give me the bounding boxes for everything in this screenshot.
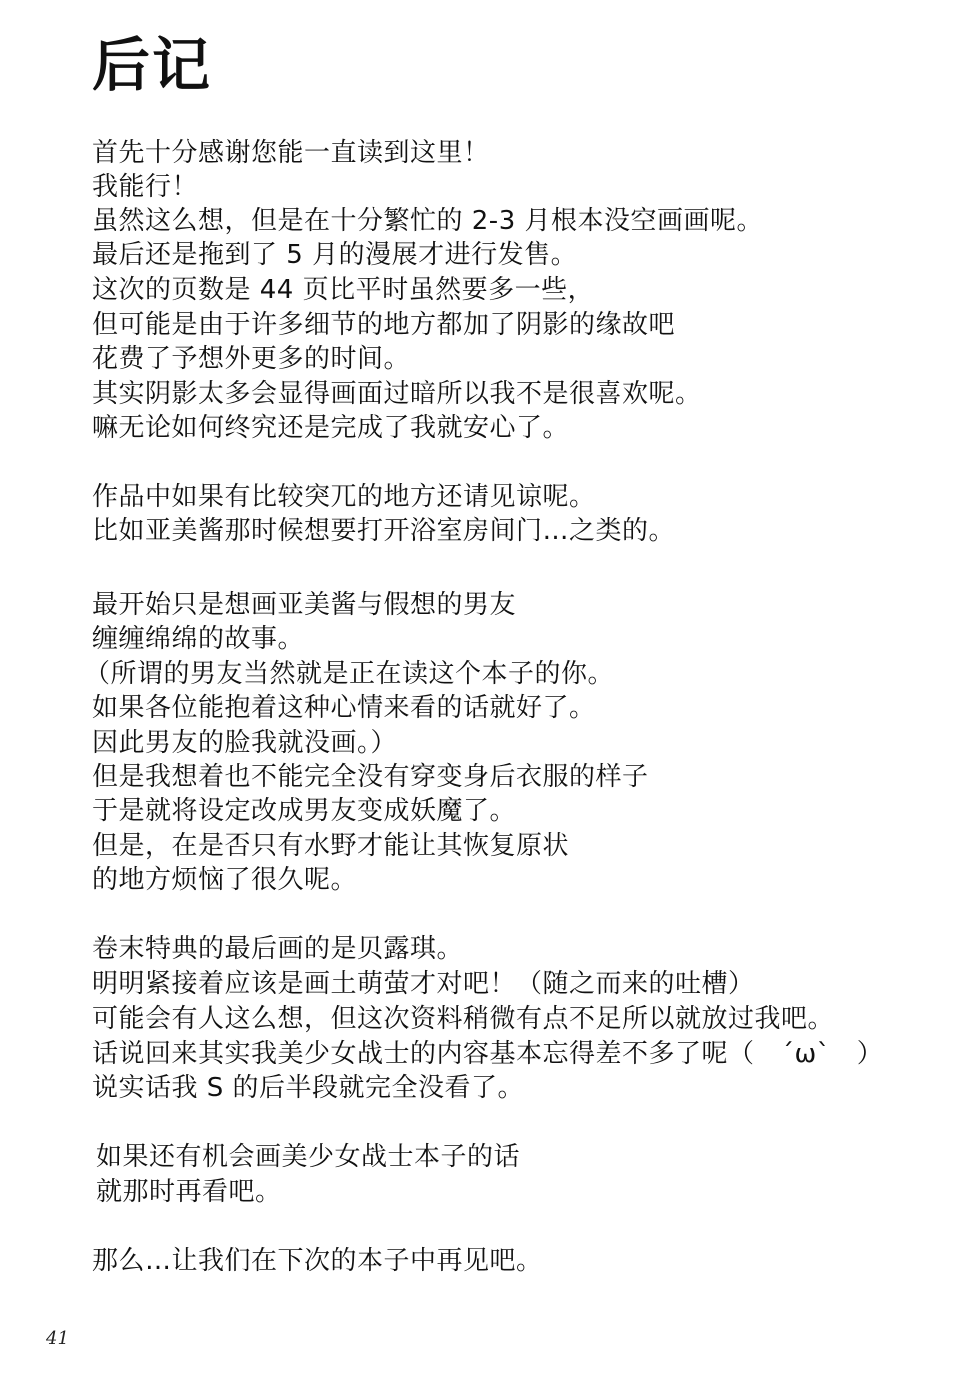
text-line: 比如亚美酱那时候想要打开浴室房间门…之类的。 xyxy=(92,516,676,546)
text-line: 但是我想着也不能完全没有穿变身后衣服的样子 xyxy=(92,762,649,792)
text-line: 明明紧接着应该是画土萌萤才对吧！（随之而来的吐槽） xyxy=(92,969,755,999)
text-line: 于是就将设定改成男友变成妖魔了。 xyxy=(92,796,517,826)
text-line: 说实话我 S 的后半段就完全没看了。 xyxy=(92,1073,525,1103)
text-line: 就那时再看吧。 xyxy=(96,1177,282,1207)
text-line: 最开始只是想画亚美酱与假想的男友 xyxy=(92,590,517,620)
text-line: 缠缠绵绵的故事。 xyxy=(92,624,305,654)
text-line: 卷末特典的最后画的是贝露琪。 xyxy=(92,934,464,964)
text-line: 但是，在是否只有水野才能让其恢复原状 xyxy=(92,831,570,861)
text-line: 那么…让我们在下次的本子中再见吧。 xyxy=(92,1246,543,1276)
text-line: 花费了予想外更多的时间。 xyxy=(92,344,411,374)
text-line: （所谓的男友当然就是正在读这个本子的你。 xyxy=(84,659,615,689)
text-line: 话说回来其实我美少女战士的内容基本忘得差不多了呢（ ´ω` ） xyxy=(92,1039,884,1069)
text-line: 首先十分感谢您能一直读到这里！ xyxy=(92,138,490,168)
text-line: 的地方烦恼了很久呢。 xyxy=(92,865,358,895)
text-line: 因此男友的脸我就没画。） xyxy=(92,728,398,758)
text-line: 最后还是拖到了 5 月的漫展才进行发售。 xyxy=(92,240,578,270)
text-line: 这次的页数是 44 页比平时虽然要多一些， xyxy=(92,275,595,305)
text-line: 嘛无论如何终究还是完成了我就安心了。 xyxy=(92,413,570,443)
text-line: 其实阴影太多会显得画面过暗所以我不是很喜欢呢。 xyxy=(92,379,702,409)
text-line: 如果各位能抱着这种心情来看的话就好了。 xyxy=(92,693,596,723)
text-line: 可能会有人这么想，但这次资料稍微有点不足所以就放过我吧。 xyxy=(92,1004,835,1034)
text-line: 虽然这么想，但是在十分繁忙的 2-3 月根本没空画画呢。 xyxy=(92,206,763,236)
page-title: 后记 xyxy=(92,31,213,99)
text-line: 如果还有机会画美少女战士本子的话 xyxy=(96,1142,521,1172)
text-line: 我能行！ xyxy=(92,172,199,202)
text-line: 作品中如果有比较突兀的地方还请见谅呢。 xyxy=(92,482,596,512)
page-number: 41 xyxy=(46,1328,69,1349)
text-line: 但可能是由于许多细节的地方都加了阴影的缘故吧 xyxy=(92,310,676,340)
